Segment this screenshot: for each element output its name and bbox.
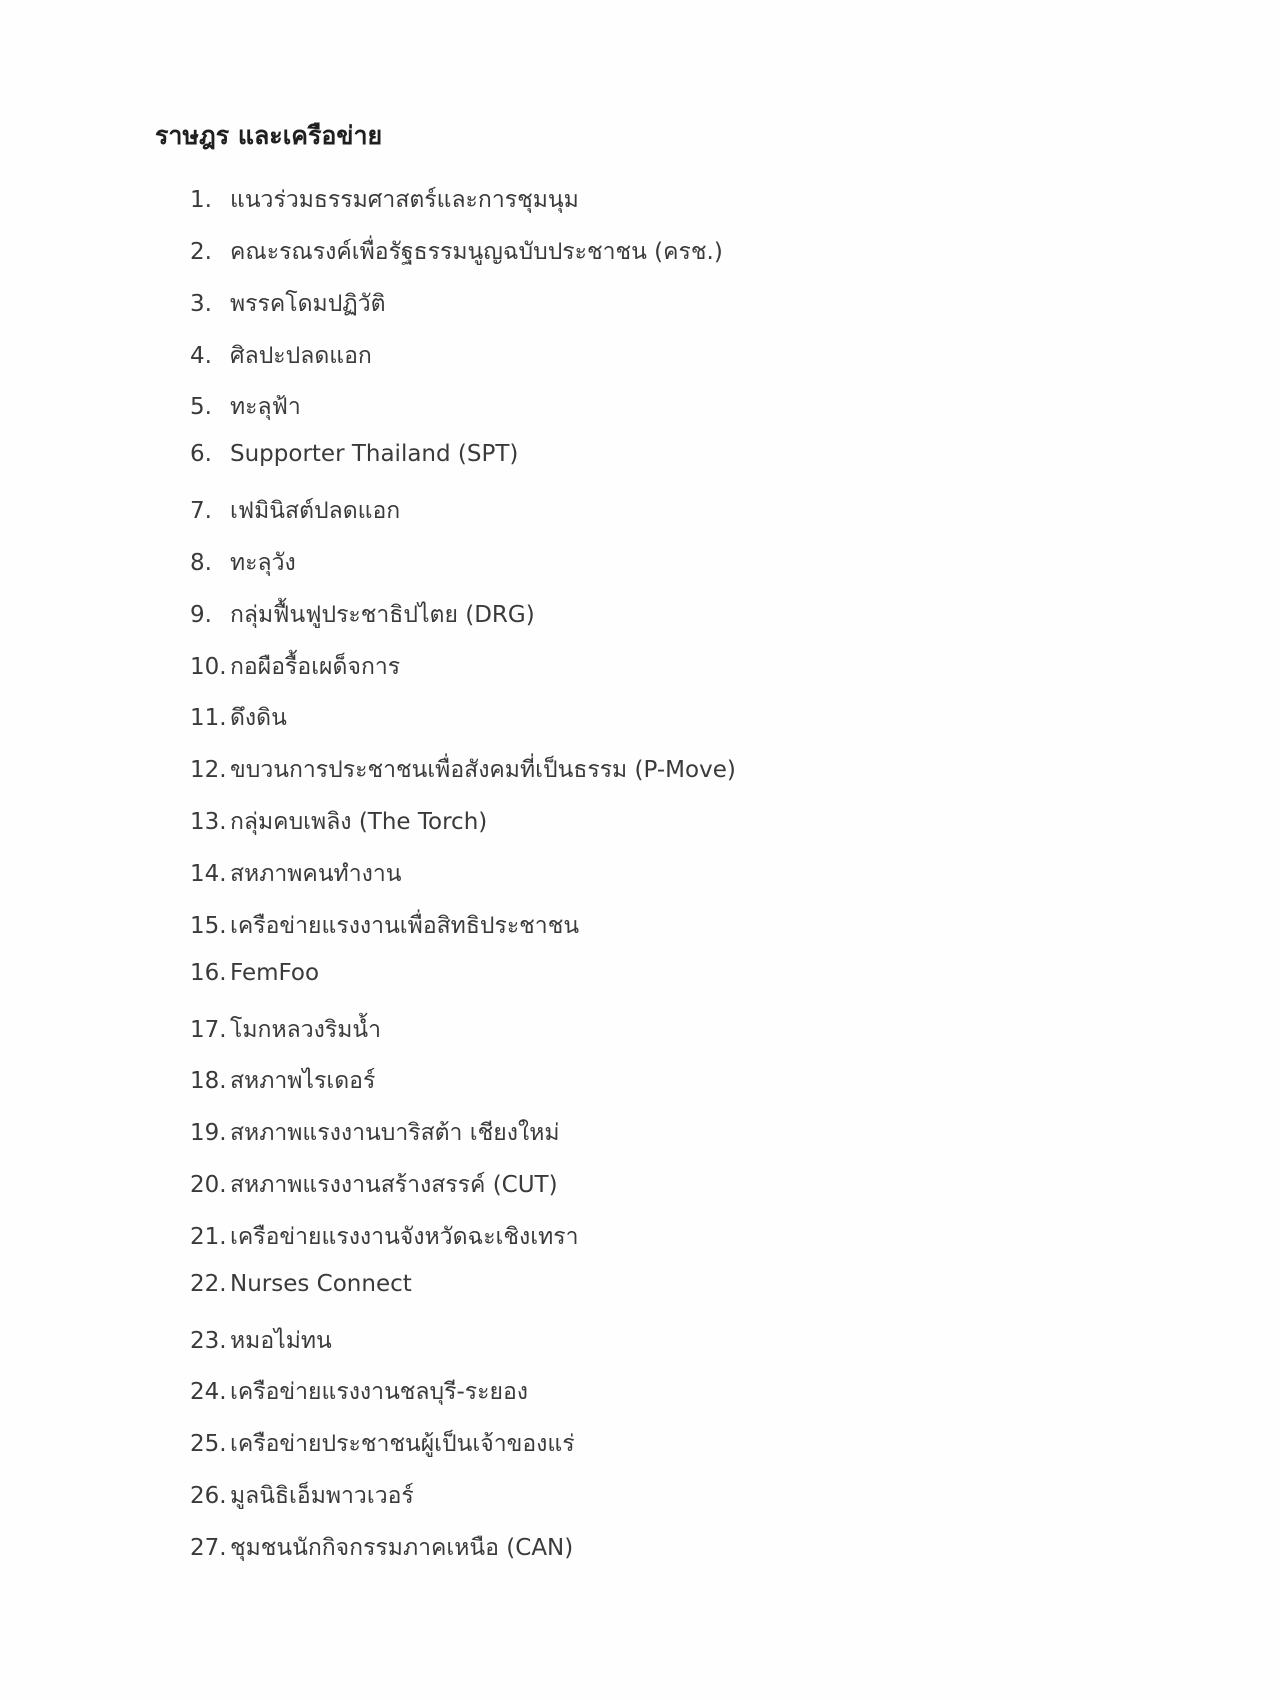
list-item — [190, 700, 736, 752]
item-number: 6. — [190, 441, 212, 468]
network-list — [190, 182, 736, 1582]
list-item — [190, 1012, 736, 1064]
item-label: กลุ่มฟื้นฟูประชาธิปไตย (DRG) — [230, 601, 535, 628]
item-label: พรรคโดมปฏิวัติ — [230, 290, 386, 317]
list-item — [190, 856, 736, 908]
item-label: สหภาพแรงงานสร้างสรรค์ (CUT) — [230, 1172, 558, 1199]
list-item — [190, 908, 736, 960]
list-item — [190, 1063, 736, 1115]
list-item — [190, 441, 736, 493]
item-number: 25. — [190, 1431, 227, 1458]
item-label: Supporter Thailand (SPT) — [230, 441, 519, 468]
item-number: 4. — [190, 342, 212, 369]
item-label: เครือข่ายแรงงานเพื่อสิทธิประชาชน — [230, 912, 580, 939]
item-number: 8. — [190, 549, 212, 576]
list-item — [190, 389, 736, 441]
item-number: 10. — [190, 653, 227, 680]
item-label: FemFoo — [230, 959, 320, 986]
item-number: 16. — [190, 959, 227, 986]
item-number: 18. — [190, 1068, 227, 1095]
list-item — [190, 1271, 736, 1323]
item-number: 20. — [190, 1172, 227, 1199]
list-item — [190, 1478, 736, 1530]
list-item — [190, 493, 736, 545]
item-number: 27. — [190, 1534, 227, 1561]
item-number: 3. — [190, 290, 212, 317]
item-label: หมอไม่ทน — [230, 1327, 332, 1354]
list-item — [190, 649, 736, 701]
list-item — [190, 1115, 736, 1167]
list-item — [190, 1530, 736, 1582]
list-item — [190, 1374, 736, 1426]
list-item — [190, 182, 736, 234]
item-number: 15. — [190, 912, 227, 939]
item-label: ทะลุฟ้า — [230, 394, 301, 421]
item-label: เครือข่ายแรงงานจังหวัดฉะเชิงเทรา — [230, 1223, 579, 1250]
item-number: 14. — [190, 860, 227, 887]
item-label: มูลนิธิเอ็มพาวเวอร์ — [230, 1483, 414, 1510]
item-number: 9. — [190, 601, 212, 628]
list-item — [190, 1323, 736, 1375]
item-number: 22. — [190, 1270, 227, 1297]
item-label: ทะลุวัง — [230, 549, 296, 576]
list-item — [190, 1167, 736, 1219]
item-label: คณะรณรงค์เพื่อรัฐธรรมนูญฉบับประชาชน (ครช.) — [230, 238, 723, 265]
item-number: 26. — [190, 1483, 227, 1510]
list-item — [190, 286, 736, 338]
item-label: เครือข่ายแรงงานชลบุรี-ระยอง — [230, 1379, 528, 1406]
item-number: 7. — [190, 498, 212, 525]
item-label: กลุ่มคบเพลิง (The Torch) — [230, 809, 488, 836]
item-number: 12. — [190, 757, 227, 784]
list-item — [190, 338, 736, 390]
document-heading: ราษฎร และเครือข่าย — [155, 121, 383, 150]
item-label: เครือข่ายประชาชนผู้เป็นเจ้าของแร่ — [230, 1431, 575, 1458]
item-number: 2. — [190, 238, 212, 265]
item-label: ดึงดิน — [230, 705, 287, 732]
list-item — [190, 804, 736, 856]
list-item — [190, 752, 736, 804]
item-number: 5. — [190, 394, 212, 421]
item-number: 24. — [190, 1379, 227, 1406]
item-label: โมกหลวงริมน้ำ — [230, 1016, 381, 1043]
item-number: 1. — [190, 187, 212, 213]
item-number: 11. — [190, 705, 227, 732]
item-number: 17. — [190, 1016, 227, 1043]
item-label: ขบวนการประชาชนเพื่อสังคมที่เป็นธรรม (P-Move) — [230, 757, 736, 784]
item-label: สหภาพแรงงานบาริสต้า เชียงใหม่ — [230, 1120, 560, 1147]
item-label: เฟมินิสต์ปลดแอก — [230, 498, 401, 525]
list-item — [190, 597, 736, 649]
item-number: 13. — [190, 809, 227, 836]
item-label: ชุมชนนักกิจกรรมภาคเหนือ (CAN) — [230, 1534, 574, 1561]
list-item — [190, 1426, 736, 1478]
list-item — [190, 234, 736, 286]
item-label: Nurses Connect — [230, 1270, 412, 1297]
item-number: 23. — [190, 1327, 227, 1354]
item-number: 19. — [190, 1120, 227, 1147]
item-label: กอผือรื้อเผด็จการ — [230, 653, 401, 680]
item-label: สหภาพไรเดอร์ — [230, 1068, 376, 1095]
list-item — [190, 545, 736, 597]
list-item — [190, 960, 736, 1012]
item-label: แนวร่วมธรรมศาสตร์และการชุมนุม — [230, 187, 579, 213]
item-number: 21. — [190, 1223, 227, 1250]
item-label: สหภาพคนทำงาน — [230, 860, 402, 887]
list-item — [190, 1219, 736, 1271]
item-label: ศิลปะปลดแอก — [230, 342, 372, 369]
